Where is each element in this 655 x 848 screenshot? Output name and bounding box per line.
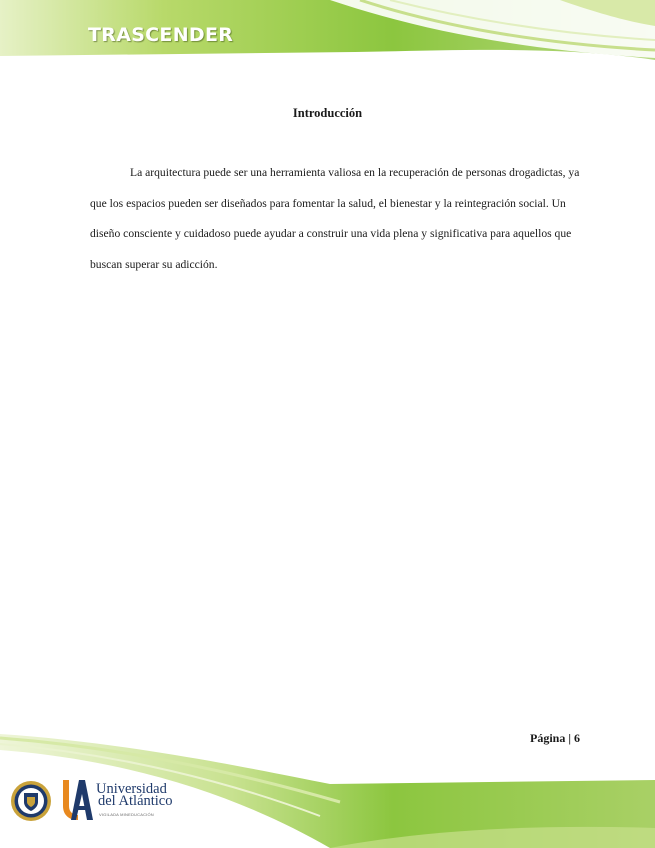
university-name-line1: Universidad	[96, 781, 167, 797]
header-title: TRASCENDER	[88, 24, 234, 46]
section-title: Introducción	[292, 106, 363, 120]
body-paragraph: La arquitectura puede ser una herramienta valiosa en la recuperación de personas drogadictas, ya que los espacios pueden ser diseñados para fomentar la salud, el bienestar y la reintegración social. Un diseño consciente y cuidadoso puede ayudar a construir una vida plena y significativa para aquellos que buscan superar su adicción.	[90, 166, 580, 271]
ua-logo-icon	[58, 778, 94, 822]
university-tagline: VIGILADA MINEDUCACIÓN	[99, 812, 154, 817]
university-name-line2: del Atlántico	[98, 793, 173, 809]
university-seal-icon	[10, 780, 52, 822]
page-number: Página | 6	[530, 731, 580, 745]
university-name	[96, 783, 173, 807]
